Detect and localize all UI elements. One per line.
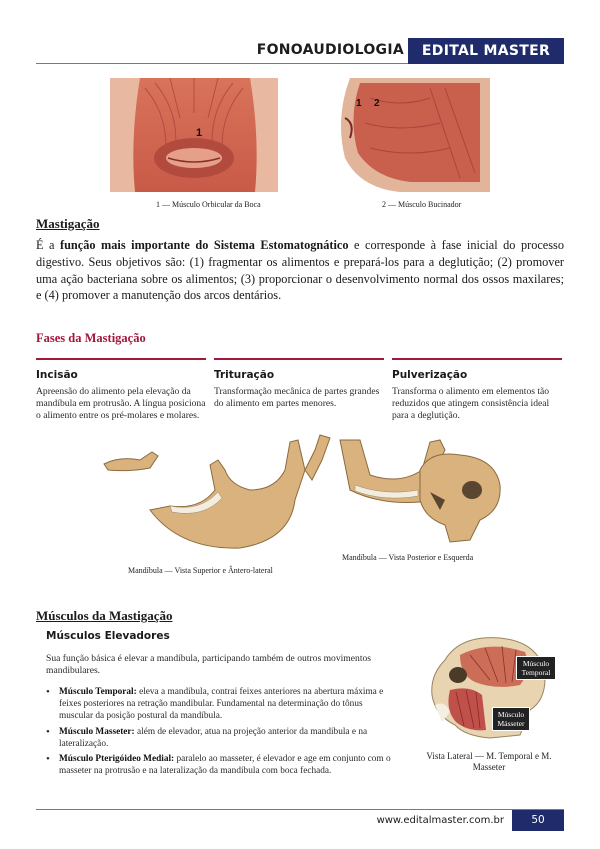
- orbicularis-marker: 1: [196, 127, 203, 139]
- phase-title: Trituração: [214, 369, 275, 381]
- skull-caption: Vista Lateral — M. Temporal e M. Masseter: [426, 751, 552, 772]
- mastigacao-paragraph: [36, 237, 564, 304]
- temporal-label: Músculo Temporal: [516, 656, 556, 680]
- phase-description: Transformação mecânica de partes grandes do alimento em partes menores.: [214, 386, 380, 410]
- mastigacao-intro-prefix: É a: [36, 238, 60, 252]
- mastigacao-title: Mastigação: [36, 216, 100, 231]
- list-item: [46, 686, 396, 723]
- bullet-text: paralelo ao masseter, é elevador e age em conjunto com o masseter na protrusão e na lateralização da mandíbula com boca fechada.: [59, 754, 391, 777]
- list-item: [46, 726, 396, 750]
- mastigacao-intro-rest: e corresponde à fase inicial do processo digestivo. Seus objetivos são: (1) fragmentar os alimentos e prepará-los para a deglutição; (2) promover uma ação bacteriana sobre os alimentos; (3) proporcionar o desenvolvimento normal dos ossos maxilares; e (4) promover a manutenção dos arcos dentários.: [36, 238, 564, 303]
- temporal-masseter-illustration: [420, 630, 560, 742]
- buccinator-caption: 2 — Músculo Bucinador: [382, 200, 462, 209]
- phase-pulverizacao: [392, 358, 562, 423]
- orbicularis-oris-illustration: [110, 78, 278, 192]
- musculos-title: Músculos da Mastigação: [36, 608, 173, 623]
- muscle-list: [46, 686, 396, 780]
- phase-description: Apreensão do alimento pela elevação da mandíbula em protrusão. A língua posiciona o alimento entre os pré-molares e molares.: [36, 386, 206, 422]
- phase-incisao: [36, 358, 206, 423]
- bullet-term: Músculo Masseter:: [59, 726, 135, 737]
- bullet-text: além de elevador, atua na projeção anterior da mandíbula e na lateralização.: [59, 726, 368, 749]
- page-footer: [36, 809, 564, 829]
- musculos-intro: Sua função básica é elevar a mandíbula, participando também de outros movimentos mandibulares.: [46, 653, 372, 677]
- mandible-illustrations: [100, 430, 540, 560]
- phase-description: Transforma o alimento em elementos tão reduzidos que atingem consistência ideal para a deglutição.: [392, 386, 550, 422]
- brand-badge: EDITAL MASTER: [408, 38, 564, 64]
- orbicularis-caption: 1 — Músculo Orbicular da Boca: [156, 200, 261, 209]
- mastigacao-intro-bold: função mais importante do Sistema Estomatognático: [60, 238, 349, 252]
- page-header: [36, 38, 564, 64]
- list-item: [46, 753, 396, 777]
- masseter-label: Músculo Másseter: [492, 707, 530, 731]
- mandible-caption-right: Mandíbula — Vista Posterior e Esquerda: [342, 553, 474, 562]
- subject-title: FONOAUDIOLOGIA: [256, 42, 404, 58]
- buccinator-marker-2: 2: [374, 98, 380, 109]
- buccinator-marker-1: 1: [356, 98, 362, 109]
- mandible-caption-left: Mandíbula — Vista Superior e Ântero-lateral: [128, 566, 273, 575]
- buccinator-illustration: [330, 78, 490, 192]
- page-number: 50: [512, 810, 564, 831]
- bullet-text: eleva a mandíbula, contrai feixes anteriores na abertura máxima e feixes posteriores na retração mandibular. Fundamental na determinação do tônus muscular da posição postural da mandíbula.: [59, 687, 384, 722]
- phase-title: Incisão: [36, 369, 78, 381]
- fases-title: Fases da Mastigação: [36, 331, 146, 345]
- phase-trituracao: [214, 358, 384, 410]
- musculos-elevadores-title: Músculos Elevadores: [46, 630, 170, 642]
- bullet-term: Músculo Temporal:: [59, 687, 137, 697]
- website-link[interactable]: www.editalmaster.com.br: [376, 815, 504, 826]
- phase-title: Pulverização: [392, 369, 468, 381]
- bullet-term: Músculo Pterigóideo Medial:: [59, 754, 175, 765]
